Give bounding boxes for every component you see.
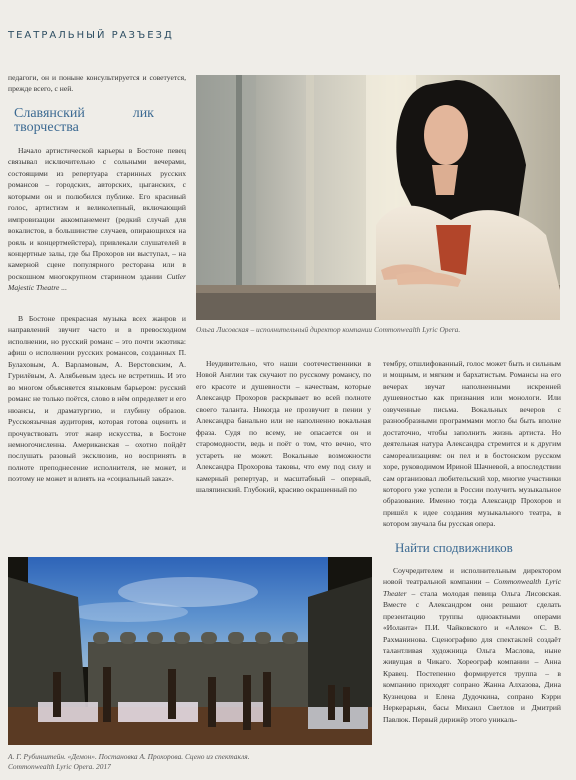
paragraph: В Бостоне прекрасная музыка всех жанров и направлений звучит часто и в превосходном исполнении, но русский романс – это почти экзотика: афиш о исполнении русских романсов, созданных П. Булаховым, А. Варламовым, А. Верстовским, А. Гурилёвым, А. Алябьевым здесь не встретишь. И это во многом объясняется языковым барьером: русский романс не только поётся, слово в нём определяет и его нюансы, и драматургию, и глубину образов. Русскоязычная аудитория, которая готова оценить и прочувствовать этот жанр искусства, в Бостоне немногочисленна. Американская – охотно пойдёт послушать разовый эксклюзив, но воспринять в полноте преподнесение исполнителя, не может, и поэтому не может и влиять на «социальный заказ». xyxy=(8,314,186,484)
theatre-name: Cutler Majestic Theatre ... xyxy=(8,271,186,293)
paragraph: Неудивительно, что наши соотечественники в Новой Англии так скучают по русскому романсу, по его красоте и душевности – качествам, которые Александр Прохоров раскрывает во всей полноте своего таланта. Никогда не прозвучит в пении у Александра банально или не наполненно вокальная фраза. Судя по всему, не опасается он и старомодности, ведь и поёт о том, что вечно, что устареть не может. Вокальные возможности Александра Прохорова таковы, что ему под силу и камерный репертуар, и масштабный – оперный, шаляпинский. Глубокий, красиво окрашенный по xyxy=(196,359,371,494)
portrait-photo xyxy=(196,75,560,320)
paragraph: тембру, отшлифованный, голос может быть и сильным и мощным, и мягким и бархатистым. Романсы на его вечерах звучат наполненными искренней душевностью как признания или монологи. Или озвученные письма. Вокальных вечеров с разнообразными программами могло бы быть вполне достаточно, чтобы заполнить жизнь артиста. Но деятельная натура Александра стремится и к другим самореализациям: он пел и в бостонском русском хоре, руководимом Ириной Шачневой, а впоследствии сам организовал любительский хор, многие участники которого уже успели в России получить музыкальное образование. Именно тогда Александр Прохоров и пришёл к идее создания музыкального театра, в котором звучала бы русская опера. xyxy=(383,359,561,529)
section-header: ТЕАТРАЛЬНЫЙ РАЗЪЕЗД xyxy=(8,30,174,41)
column-3 xyxy=(383,358,561,725)
portrait-caption: Ольга Лисовская – исполнительный директор компании Commonwealth Lyric Opera. xyxy=(196,325,461,334)
paragraph-text: Начало артистической карьеры в Бостоне певец связывал исключительно с сольными вечерами, состоящими из репертуара старинных русских романсов – городских, авторских, цыганских, с которыми он и полюбился публике. Его красивый голос, артистизм и великолепный, включающий импровизации аккомпанемент (редкий случай для вокалистов, в большинстве случаев, опирающихся на рояль и концертмейстера), привлекали слушателей в концертные залы, где бы Прохоров ни выступал, – на камерной сцене популярного ресторана или в роскошном многокрупном старинном здании xyxy=(8,145,186,281)
section-heading-slavic: Славянский лик творчества xyxy=(14,105,154,135)
paragraph xyxy=(8,145,186,294)
paragraph-text: Соучредителем и исполнительным директором новой театральной компании – xyxy=(383,565,561,587)
stage-photo xyxy=(8,557,372,745)
company-name: Commonwealth Lyric Theater xyxy=(383,577,562,598)
column-1-top xyxy=(8,72,186,294)
paragraph-text: – стала молодая певица Ольга Лисовская. Вместе с Александром они решают сделать презентацию труппы одноактными операми «Иоланта» П.И. Чайковского и «Алеко» С. В. Рахманинова. Сценографию для спектаклей создаёт талантливая художница Ольга Маслова, ныне живущая в Чикаго. Хореограф компании – Анна Кравец. Постепенно формируется труппа – в компанию приходят сопрано Жанна Алхазова, Дина Кузнецова и Елена Дудочкина, сопрано Кэрри Неркерарьян, басы Михаил Светлов и Дмитрий Павлюк. Первый дирижёр этого уникаль- xyxy=(383,588,561,724)
stage-caption xyxy=(8,752,372,772)
column-1-bottom xyxy=(8,313,186,485)
column-2 xyxy=(196,358,371,495)
section-heading-find: Найти сподвижников xyxy=(395,539,513,555)
paragraph xyxy=(383,565,561,725)
stage-caption-line1: А. Г. Рубинштейн. «Демон». Постановка А. Прохорова. Сцено из спектакля. xyxy=(8,752,250,761)
stage-caption-line2: Commonwealth Lyric Opera. 2017 xyxy=(8,762,111,771)
lead-paragraph: педагоги, он и поныне консультируется и советуется, прежде всего, с ней. xyxy=(8,73,186,94)
